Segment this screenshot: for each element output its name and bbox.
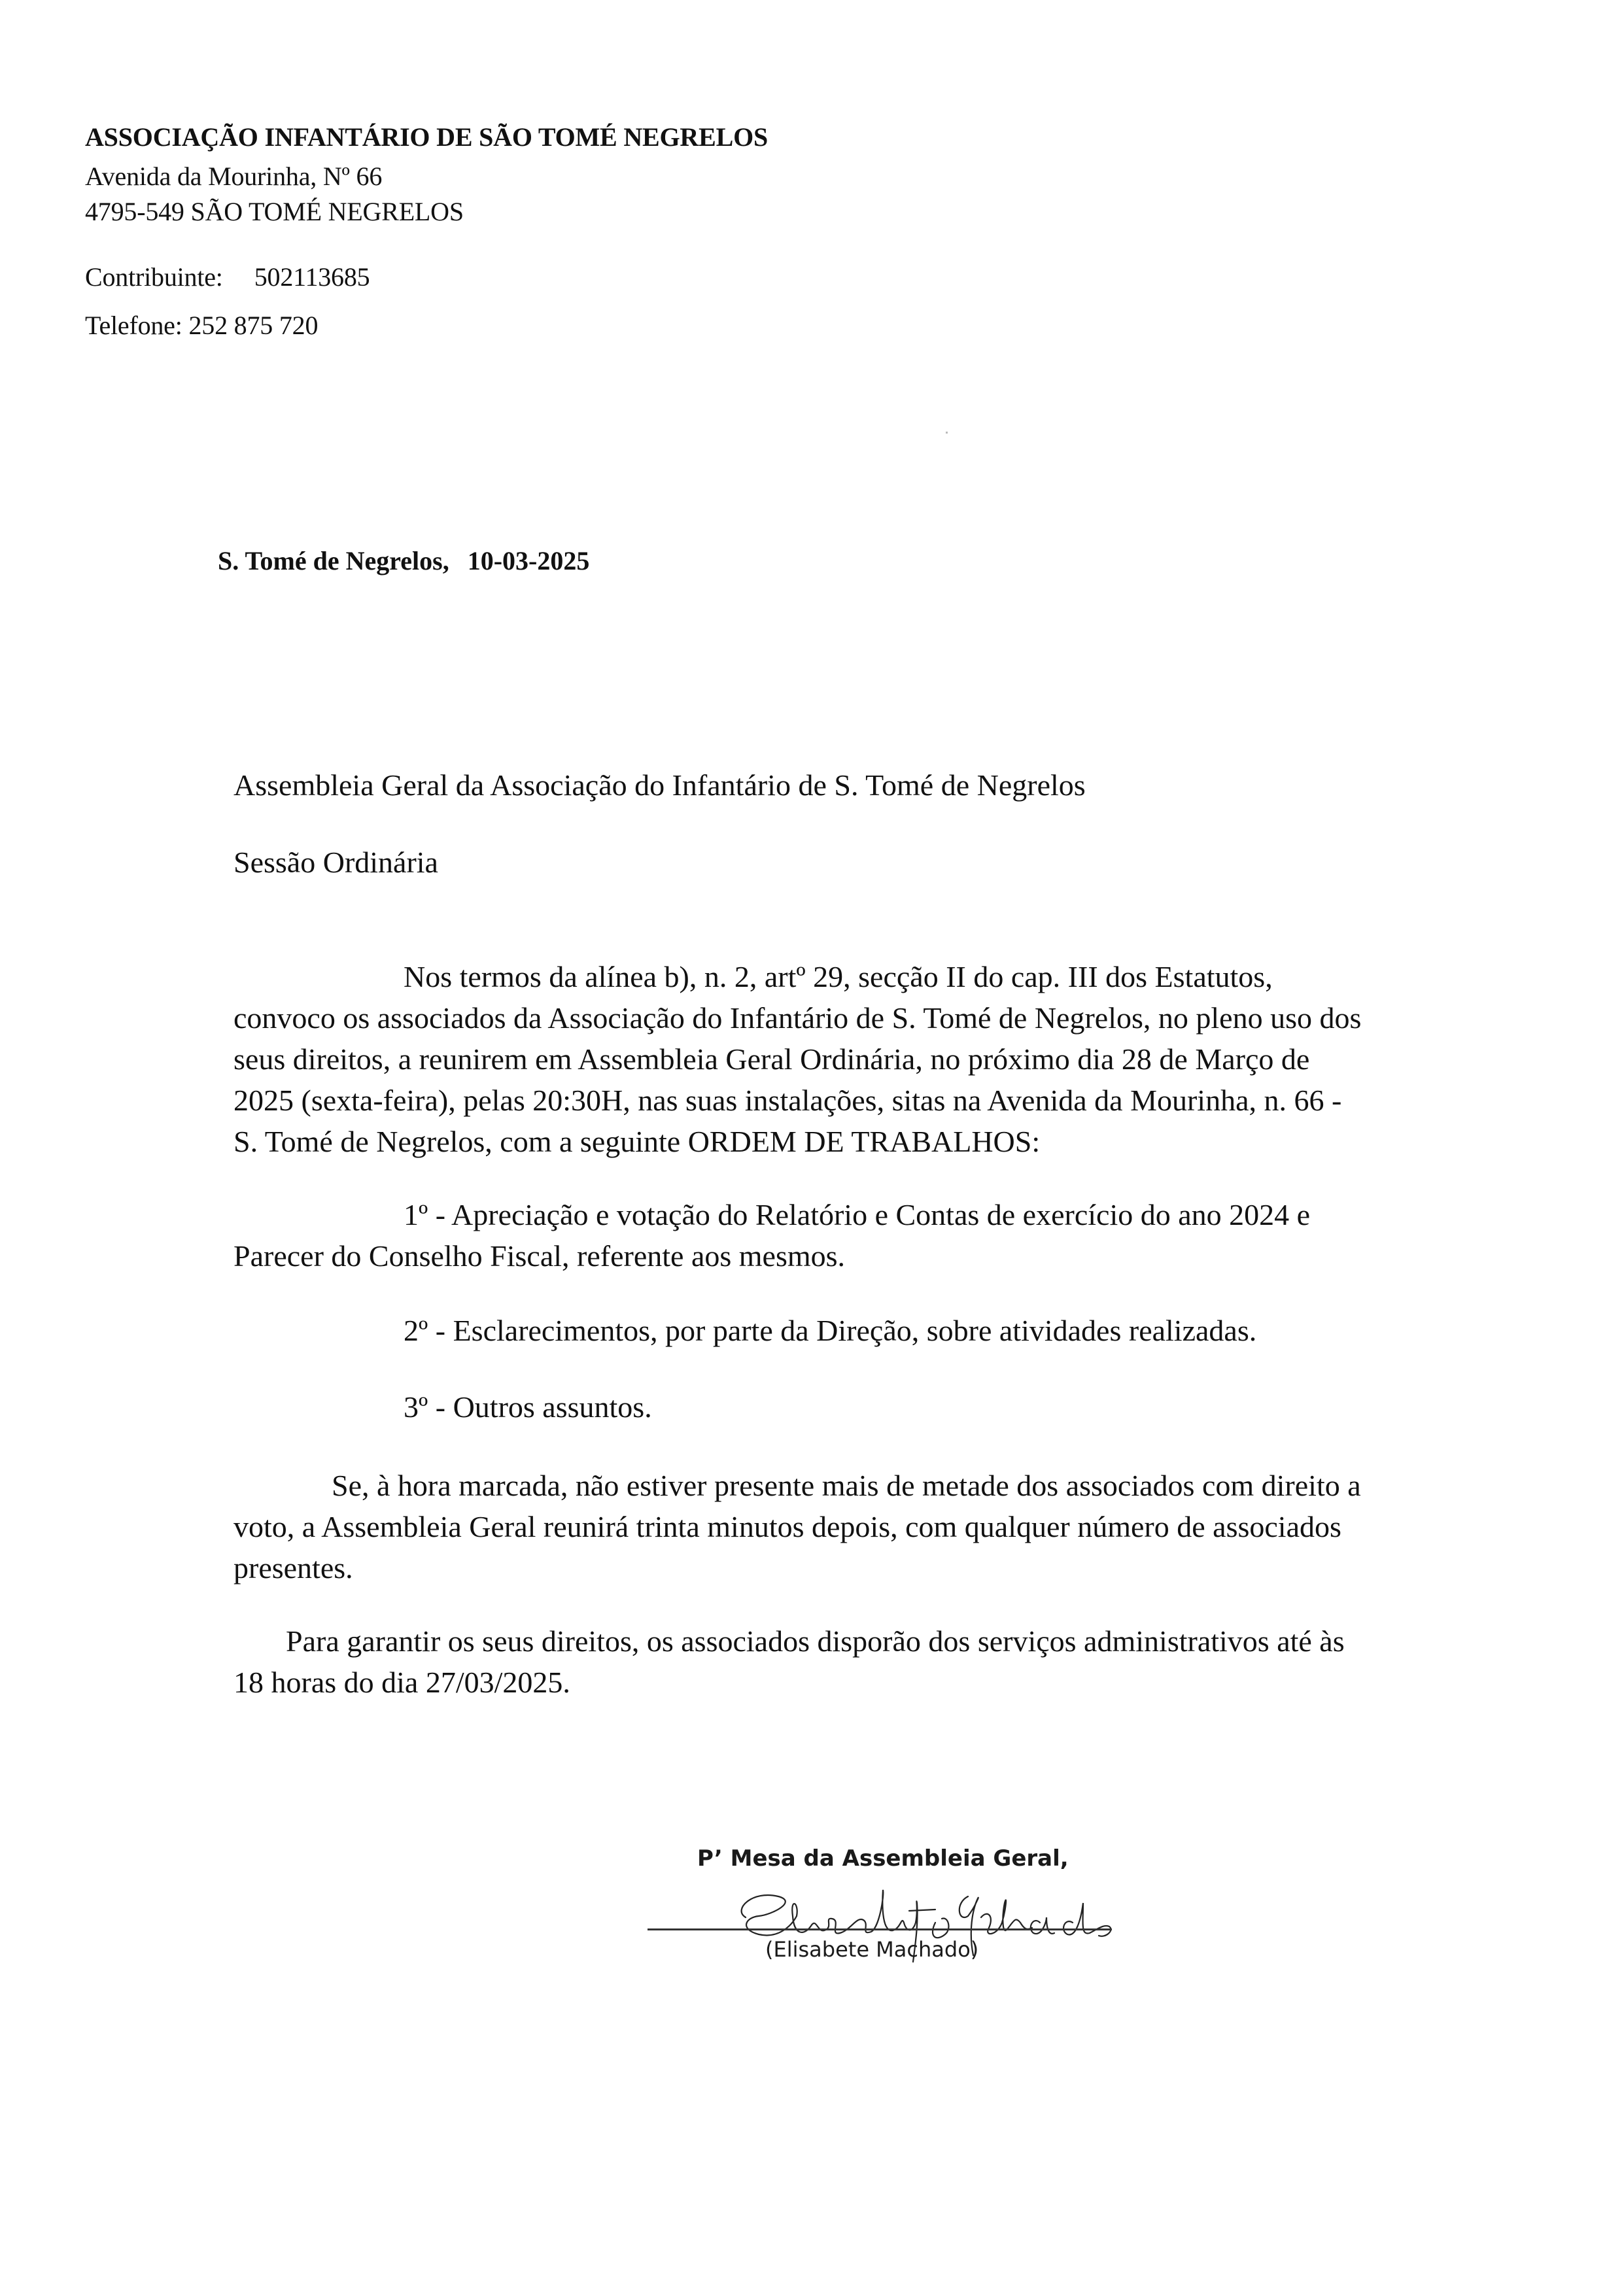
agenda-line: Parecer do Conselho Fiscal, referente aos mesmos. xyxy=(233,1239,846,1273)
tax-id-label: Contribuinte: xyxy=(85,262,223,292)
session-type: Sessão Ordinária xyxy=(233,846,438,879)
paragraph-line: 18 horas do dia 27/03/2025. xyxy=(233,1666,570,1699)
signature-line xyxy=(648,1928,1112,1930)
paragraph-line: Para garantir os seus direitos, os associados disporão dos serviços administrativos até às xyxy=(286,1624,1345,1658)
paragraph-line: voto, a Assembleia Geral reunirá trinta minutos depois, com qualquer número de associados xyxy=(233,1510,1341,1543)
paragraph-line: Se, à hora marcada, não estiver presente mais de metade dos associados com direito a xyxy=(332,1469,1361,1502)
agenda-item-3: 3º - Outros assuntos. xyxy=(404,1390,652,1424)
signatory-name: (Elisabete Machado) xyxy=(765,1937,979,1962)
phone-value: 252 875 720 xyxy=(188,311,319,340)
phone-label: Telefone: xyxy=(85,311,182,340)
tax-id xyxy=(85,262,370,292)
date: 10-03-2025 xyxy=(467,546,590,575)
address-line-1: Avenida da Mourinha, Nº 66 xyxy=(85,162,383,191)
agenda-item-2: 2º - Esclarecimentos, por parte da Direção, sobre atividades realizadas. xyxy=(404,1314,1257,1347)
tax-id-value: 502113685 xyxy=(254,262,370,292)
address-line-2: 4795-549 SÃO TOMÉ NEGRELOS xyxy=(85,197,464,226)
paragraph-line: 2025 (sexta-feira), pelas 20:30H, nas suas instalações, sitas na Avenida da Mourinha, n. 66 - xyxy=(233,1084,1342,1117)
paragraph-line: seus direitos, a reunirem em Assembleia Geral Ordinária, no próximo dia 28 de Março de xyxy=(233,1042,1310,1076)
subject-line: Assembleia Geral da Associação do Infantário de S. Tomé de Negrelos xyxy=(233,768,1086,802)
agenda-item-1 xyxy=(233,1194,1463,1277)
scan-speck xyxy=(946,432,948,434)
paragraph-line: convoco os associados da Associação do Infantário de S. Tomé de Negrelos, no pleno uso dos xyxy=(233,1001,1362,1035)
phone xyxy=(85,310,318,341)
organization-name: ASSOCIAÇÃO INFANTÁRIO DE SÃO TOMÉ NEGRELOS xyxy=(85,122,769,152)
convocation-paragraph xyxy=(233,956,1463,1162)
quorum-paragraph xyxy=(233,1465,1463,1588)
paragraph-line: S. Tomé de Negrelos, com a seguinte ORDEM DE TRABALHOS: xyxy=(233,1125,1041,1158)
paragraph-line: presentes. xyxy=(233,1551,353,1585)
services-paragraph xyxy=(233,1620,1463,1703)
signature-label: P’ Mesa da Assembleia Geral, xyxy=(697,1845,1069,1872)
place: S. Tomé de Negrelos, xyxy=(218,546,449,575)
agenda-line: 1º - Apreciação e votação do Relatório e Contas de exercício do ano 2024 e xyxy=(404,1198,1311,1231)
place-date xyxy=(218,545,589,576)
paragraph-line: Nos termos da alínea b), n. 2, artº 29, secção II do cap. III dos Estatutos, xyxy=(404,960,1273,993)
